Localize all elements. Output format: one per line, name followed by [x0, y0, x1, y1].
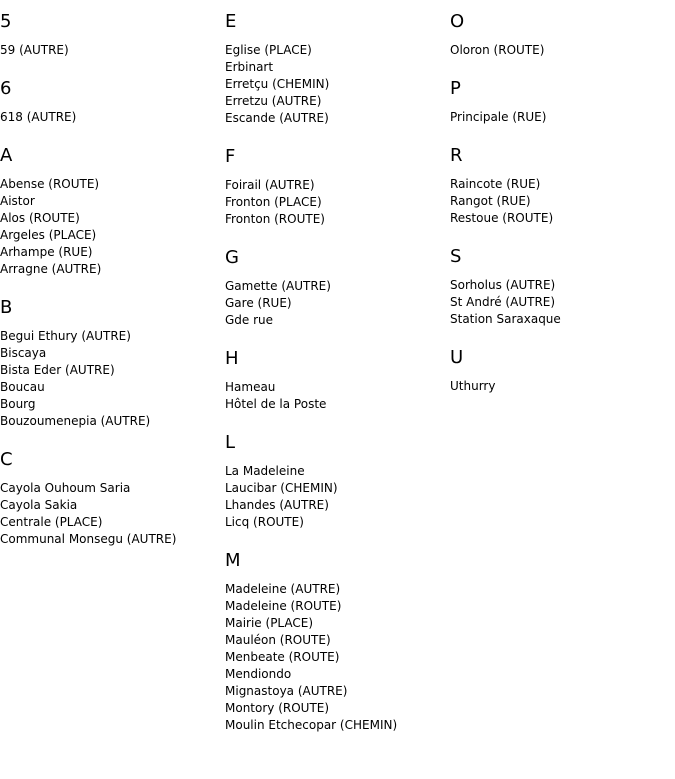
street-link[interactable]: Oloron (ROUTE) — [450, 43, 545, 57]
street-list-item — [450, 210, 670, 227]
letter-heading: P — [450, 78, 461, 99]
street-link[interactable]: Bourg — [0, 397, 36, 411]
street-link[interactable]: Erbinart — [225, 60, 274, 74]
street-link[interactable]: St André (AUTRE) — [450, 295, 556, 309]
street-list-item — [0, 514, 220, 531]
street-list — [0, 480, 220, 548]
street-list-item — [0, 244, 220, 261]
street-list-item — [0, 109, 220, 126]
letter-section — [450, 145, 670, 227]
street-list-item — [225, 717, 445, 734]
street-list-item — [450, 378, 670, 395]
street-list — [0, 42, 220, 59]
letter-section — [225, 247, 445, 329]
street-list-item — [225, 76, 445, 93]
street-list-item — [450, 311, 670, 328]
letter-heading: F — [225, 146, 236, 167]
street-link[interactable]: Menbeate (ROUTE) — [225, 650, 340, 664]
street-link[interactable]: Mignastoya (AUTRE) — [225, 684, 348, 698]
street-index-column-3 — [450, 0, 670, 414]
street-list-item — [225, 110, 445, 127]
street-link[interactable]: Erretçu (CHEMIN) — [225, 77, 330, 91]
street-link[interactable]: Boucau — [0, 380, 45, 394]
street-link[interactable]: Lhandes (AUTRE) — [225, 498, 329, 512]
street-list-item — [225, 615, 445, 632]
street-list — [0, 176, 220, 278]
letter-section — [225, 11, 445, 127]
street-link[interactable]: Argeles (PLACE) — [0, 228, 97, 242]
street-link[interactable]: Foirail (AUTRE) — [225, 178, 315, 192]
street-link[interactable]: Cayola Ouhoum Saria — [0, 481, 131, 495]
letter-heading: E — [225, 11, 237, 32]
letter-heading: C — [0, 449, 13, 470]
street-list — [450, 176, 670, 227]
letter-heading: M — [225, 550, 241, 571]
street-list-item — [225, 480, 445, 497]
street-link[interactable]: Escande (AUTRE) — [225, 111, 329, 125]
street-link[interactable]: Moulin Etchecopar (CHEMIN) — [225, 718, 398, 732]
street-list-item — [225, 666, 445, 683]
letter-heading: R — [450, 145, 463, 166]
street-index-column-2 — [225, 0, 445, 753]
street-list-item — [450, 277, 670, 294]
street-list-item — [0, 480, 220, 497]
street-list-item — [225, 683, 445, 700]
street-list-item — [450, 42, 670, 59]
street-list-item — [0, 261, 220, 278]
street-link[interactable]: Abense (ROUTE) — [0, 177, 100, 191]
letter-heading: S — [450, 246, 462, 267]
letter-heading: O — [450, 11, 465, 32]
street-list-item — [225, 463, 445, 480]
street-link[interactable]: Alos (ROUTE) — [0, 211, 80, 225]
street-list-item — [0, 413, 220, 430]
street-link[interactable]: Bouzoumenepia (AUTRE) — [0, 414, 151, 428]
street-list-item — [225, 93, 445, 110]
street-list-item — [0, 176, 220, 193]
street-list-item — [225, 211, 445, 228]
letter-section — [225, 550, 445, 734]
street-link[interactable]: Hôtel de la Poste — [225, 397, 327, 411]
street-link[interactable]: Sorholus (AUTRE) — [450, 278, 556, 292]
letter-heading: U — [450, 347, 464, 368]
letter-section — [450, 246, 670, 328]
street-list-item — [225, 379, 445, 396]
street-link[interactable]: Eglise (PLACE) — [225, 43, 312, 57]
letter-section — [450, 78, 670, 126]
street-list-item — [0, 42, 220, 59]
letter-section — [450, 347, 670, 395]
street-list — [225, 177, 445, 228]
street-link[interactable]: Raincote (RUE) — [450, 177, 541, 191]
street-list-item — [225, 312, 445, 329]
street-list-item — [450, 109, 670, 126]
street-list — [450, 109, 670, 126]
street-link[interactable]: Biscaya — [0, 346, 47, 360]
street-link[interactable]: Restoue (ROUTE) — [450, 211, 554, 225]
street-link[interactable]: Station Saraxaque — [450, 312, 561, 326]
street-list-item — [0, 497, 220, 514]
street-list — [450, 378, 670, 395]
letter-section — [450, 11, 670, 59]
street-index-column-1 — [0, 0, 220, 567]
street-list-item — [0, 531, 220, 548]
street-list — [225, 463, 445, 531]
street-list — [0, 109, 220, 126]
street-list-item — [450, 294, 670, 311]
street-list — [450, 277, 670, 328]
street-link[interactable]: Principale (RUE) — [450, 110, 547, 124]
letter-section — [0, 449, 220, 548]
street-list-item — [0, 396, 220, 413]
street-link[interactable]: 618 (AUTRE) — [0, 110, 77, 124]
letter-heading: A — [0, 145, 13, 166]
letter-heading: 6 — [0, 78, 12, 99]
street-list-item — [225, 194, 445, 211]
street-list-item — [225, 59, 445, 76]
street-list-item — [0, 345, 220, 362]
letter-section — [0, 145, 220, 278]
street-list — [225, 379, 445, 413]
street-list-item — [0, 227, 220, 244]
street-link[interactable]: Communal Monsegu (AUTRE) — [0, 532, 177, 546]
street-list — [225, 581, 445, 734]
street-link[interactable]: Arhampe (RUE) — [0, 245, 93, 259]
street-link[interactable]: Centrale (PLACE) — [0, 515, 103, 529]
letter-section — [225, 146, 445, 228]
street-list-item — [225, 649, 445, 666]
street-list-item — [225, 278, 445, 295]
street-list-item — [225, 632, 445, 649]
street-link[interactable]: Uthurry — [450, 379, 496, 393]
street-list-item — [0, 379, 220, 396]
street-list-item — [225, 581, 445, 598]
street-link[interactable]: Madeleine (AUTRE) — [225, 582, 341, 596]
letter-heading: H — [225, 348, 239, 369]
street-list-item — [225, 42, 445, 59]
street-link[interactable]: Aistor — [0, 194, 35, 208]
street-link[interactable]: Mairie (PLACE) — [225, 616, 314, 630]
street-link[interactable]: Montory (ROUTE) — [225, 701, 330, 715]
street-list — [450, 42, 670, 59]
street-link[interactable]: Cayola Sakia — [0, 498, 78, 512]
street-list-item — [0, 362, 220, 379]
street-list-item — [225, 177, 445, 194]
street-list-item — [225, 598, 445, 615]
street-list-item — [225, 396, 445, 413]
street-link[interactable]: Begui Ethury (AUTRE) — [0, 329, 131, 343]
street-list-item — [225, 700, 445, 717]
letter-section — [0, 11, 220, 59]
street-list — [0, 328, 220, 430]
street-link[interactable]: Fronton (PLACE) — [225, 195, 322, 209]
street-list-item — [450, 193, 670, 210]
street-link[interactable]: Erretzu (AUTRE) — [225, 94, 322, 108]
street-list — [225, 42, 445, 127]
street-list-item — [0, 328, 220, 345]
street-link[interactable]: Hameau — [225, 380, 276, 394]
letter-heading: G — [225, 247, 239, 268]
street-list — [225, 278, 445, 329]
street-link[interactable]: Fronton (ROUTE) — [225, 212, 325, 226]
street-list-item — [225, 497, 445, 514]
street-link[interactable]: Gde rue — [225, 313, 274, 327]
letter-section — [225, 348, 445, 413]
street-link[interactable]: Arragne (AUTRE) — [0, 262, 102, 276]
street-list-item — [450, 176, 670, 193]
letter-heading: 5 — [0, 11, 12, 32]
letter-section — [225, 432, 445, 531]
street-list-item — [225, 514, 445, 531]
street-list-item — [225, 295, 445, 312]
letter-heading: L — [225, 432, 236, 453]
street-list-item — [0, 210, 220, 227]
street-link[interactable]: Gamette (AUTRE) — [225, 279, 331, 293]
letter-section — [0, 78, 220, 126]
street-link[interactable]: Bista Eder (AUTRE) — [0, 363, 115, 377]
street-list-item — [0, 193, 220, 210]
letter-heading: B — [0, 297, 13, 318]
street-link[interactable]: Madeleine (ROUTE) — [225, 599, 342, 613]
street-link[interactable]: Gare (RUE) — [225, 296, 292, 310]
letter-section — [0, 297, 220, 430]
street-link[interactable]: Mauléon (ROUTE) — [225, 633, 331, 647]
street-link[interactable]: Licq (ROUTE) — [225, 515, 304, 529]
street-link[interactable]: 59 (AUTRE) — [0, 43, 69, 57]
street-link[interactable]: Laucibar (CHEMIN) — [225, 481, 338, 495]
street-link[interactable]: La Madeleine — [225, 464, 305, 478]
street-link[interactable]: Rangot (RUE) — [450, 194, 531, 208]
street-link[interactable]: Mendiondo — [225, 667, 292, 681]
